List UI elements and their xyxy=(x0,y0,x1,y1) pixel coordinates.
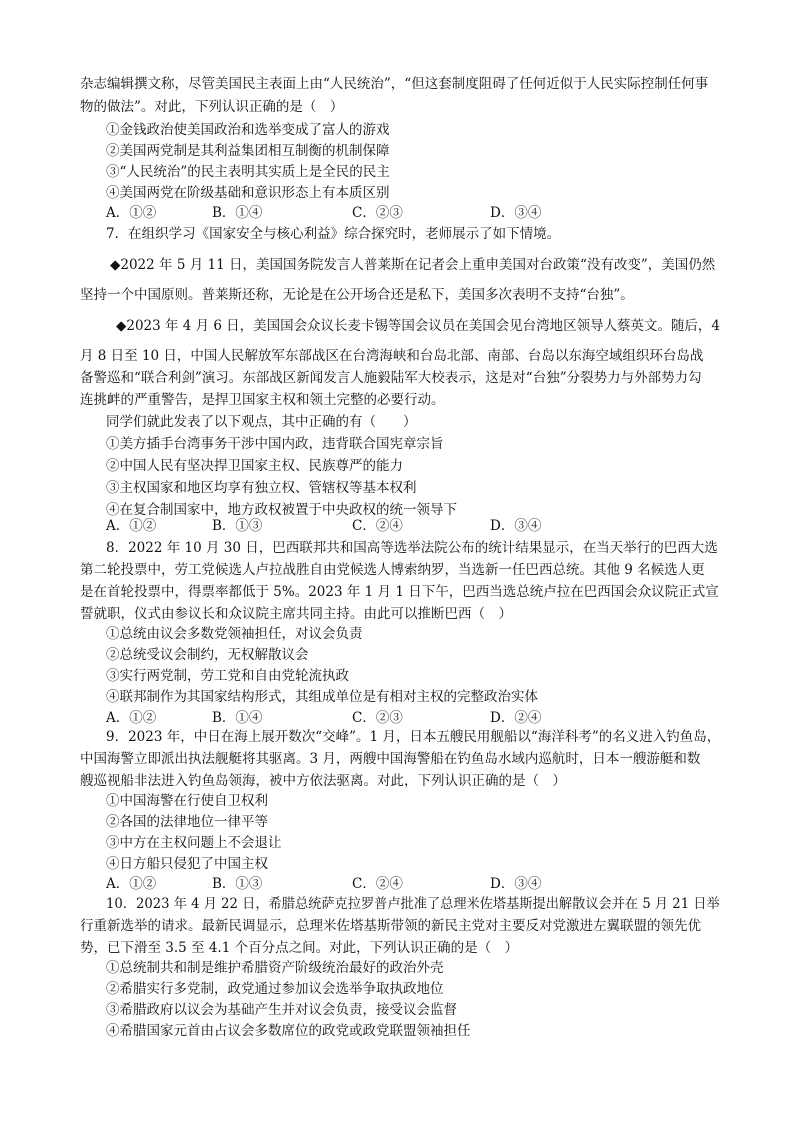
q6-statement: ③“人民统治”的民主表明其实质上是全民的民主 xyxy=(106,164,390,180)
q7-option-a: A．①② xyxy=(106,518,157,534)
q6-option-b: B．①④ xyxy=(212,205,263,221)
q9-statement: ④日方船只侵犯了中国主权 xyxy=(106,856,268,872)
q8-option-b: B．①④ xyxy=(212,710,263,726)
q8-statement: ④联邦制作为其国家结构形式，其组成单位是有相对主权的完整政治实体 xyxy=(106,689,538,705)
q9-statement: ①中国海警在行使自卫权利 xyxy=(106,793,268,809)
q10-stem-line: 势，已下滑至 3.5 至 4.1 个百分点之间。对此，下列认识正确的是（ ） xyxy=(80,940,519,956)
q7-statement: ①美方插手台湾事务干涉中国内政，违背联合国宪章宗旨 xyxy=(106,436,444,452)
q9-option-b: B．①③ xyxy=(212,876,263,892)
q7-option-d: D．③④ xyxy=(490,518,542,534)
q6-statement: ④美国两党在阶级基础和意识形态上有本质区别 xyxy=(106,185,390,201)
q8-stem-line: 8．2022 年 10 月 30 日，巴西联邦共和国高等选举法院公布的统计结果显示，在当天举行的巴西大选 xyxy=(106,540,718,556)
q8-statement: ②总统受议会制约，无权解散议会 xyxy=(106,647,309,663)
q9-option-d: D．③④ xyxy=(490,876,542,892)
q10-statement: ④希腊国家元首由占议会多数席位的政党或政党联盟领袖担任 xyxy=(106,1023,471,1039)
q7-option-b: B．①③ xyxy=(212,518,263,534)
q8-stem-line: 誓就职，仪式由参议长和众议院主席共同主持。由此可以推断巴西（ ） xyxy=(80,606,512,622)
q9-option-a: A．①② xyxy=(106,876,157,892)
q8-option-a: A．①② xyxy=(106,710,157,726)
q9-stem-line: 中国海警立即派出执法舰艇将其驱离。3 月，两艘中国海警船在钓鱼岛水域内巡航时，日本一艘游艇和数 xyxy=(80,751,701,767)
q7-statement: ③主权国家和地区均享有独立权、管辖权等基本权利 xyxy=(106,480,417,496)
q7-material2-line: 连挑衅的严重警告，是捍卫国家主权和领土完整的必要行动。 xyxy=(80,392,445,408)
q7-stem: 7．在组织学习《国家安全与核心利益》综合探究时，老师展示了如下情境。 xyxy=(106,226,561,242)
q8-stem-line: 是在首轮投票中，得票率都低于 5%。2023 年 1 月 1 日下午，巴西当选总统卢拉在巴西国会众议院正式宣 xyxy=(80,584,719,600)
q8-statement: ③实行两党制，劳工党和自由党轮流执政 xyxy=(106,668,349,684)
q10-stem-line: 行重新选举的请求。最新民调显示，总理米佐塔基斯带领的新民主党对主要反对党激进左翼联盟的领先优 xyxy=(80,918,701,934)
q7-material2-line: ◆2023 年 4 月 6 日，美国国会众议长麦卡锡等国会议员在美国会见台湾地区领导人蔡英文。随后，4 xyxy=(116,318,720,334)
q7-material1-line: ◆2022 年 5 月 11 日，美国国务院发言人普莱斯在记者会上重申美国对台政策“没有改变”，美国仍然 xyxy=(110,257,716,273)
q7-material2-line: 月 8 日至 10 日，中国人民解放军东部战区在台湾海峡和台岛北部、南部、台岛以东海空域组织环台岛战 xyxy=(80,348,704,364)
q9-option-c: C．②④ xyxy=(352,876,403,892)
q10-statement: ②希腊实行多党制，政党通过参加议会选举争取执政地位 xyxy=(106,981,444,997)
q9-stem-line: 9．2023 年，中日在海上展开数次“交峰”。1 月，日本五艘民用舰船以“海洋科考”的名义进入钓鱼岛， xyxy=(106,729,721,745)
q7-statement: ②中国人民有坚决捍卫国家主权、民族尊严的能力 xyxy=(106,458,403,474)
q6-option-d: D．③④ xyxy=(490,205,542,221)
q9-statement: ③中方在主权问题上不会退让 xyxy=(106,835,282,851)
q7-statement: ④在复合制国家中，地方政权被置于中央政权的统一领导下 xyxy=(106,502,457,518)
q6-statement: ①金钱政治使美国政治和选举变成了富人的游戏 xyxy=(106,122,390,138)
q6-stem-line: 杂志编辑撰文称，尽管美国民主表面上由“人民统治”，“但这套制度阻碍了任何近似于人民实际控制任何事 xyxy=(80,76,709,92)
q9-statement: ②各国的法律地位一律平等 xyxy=(106,814,268,830)
q7-question: 同学们就此发表了以下观点，其中正确的有（ ） xyxy=(106,414,417,430)
q10-stem-line: 10．2023 年 4 月 22 日，希腊总统萨克拉罗普卢批准了总理米佐塔基斯提出解散议会并在 5 月 21 日举 xyxy=(106,896,720,912)
q6-option-a: A．①② xyxy=(106,205,157,221)
q8-statement: ①总统由议会多数党领袖担任，对议会负责 xyxy=(106,626,363,642)
q6-option-c: C．②③ xyxy=(352,205,403,221)
q10-statement: ③希腊政府以议会为基础产生并对议会负责，接受议会监督 xyxy=(106,1002,457,1018)
q6-stem-line: 物的做法”。对此，下列认识正确的是（ ） xyxy=(80,99,344,115)
q9-stem-line: 艘巡视船非法进入钓鱼岛领海，被中方依法驱离。对此，下列认识正确的是（ ） xyxy=(80,773,566,789)
q8-option-c: C．②③ xyxy=(352,710,403,726)
q7-material1-line: 坚持一个中国原则。普莱斯还称，无论是在公开场合还是私下，美国多次表明不支持“台独”。 xyxy=(80,287,634,303)
q7-option-c: C．②④ xyxy=(352,518,403,534)
q7-material2-line: 备警巡和“联合利剑”演习。东部战区新闻发言人施毅陆军大校表示，这是对“台独”分裂势力与外部势力勾 xyxy=(80,370,702,386)
q10-statement: ①总统制共和制是维护希腊资产阶级统治最好的政治外壳 xyxy=(106,960,444,976)
q8-stem-line: 第二轮投票中，劳工党候选人卢拉战胜自由党候选人博索纳罗，当选新一任巴西总统。其他 9 名候选人更 xyxy=(80,562,705,578)
q8-option-d: D．②④ xyxy=(490,710,542,726)
q6-statement: ②美国两党制是其利益集团相互制衡的机制保障 xyxy=(106,143,390,159)
